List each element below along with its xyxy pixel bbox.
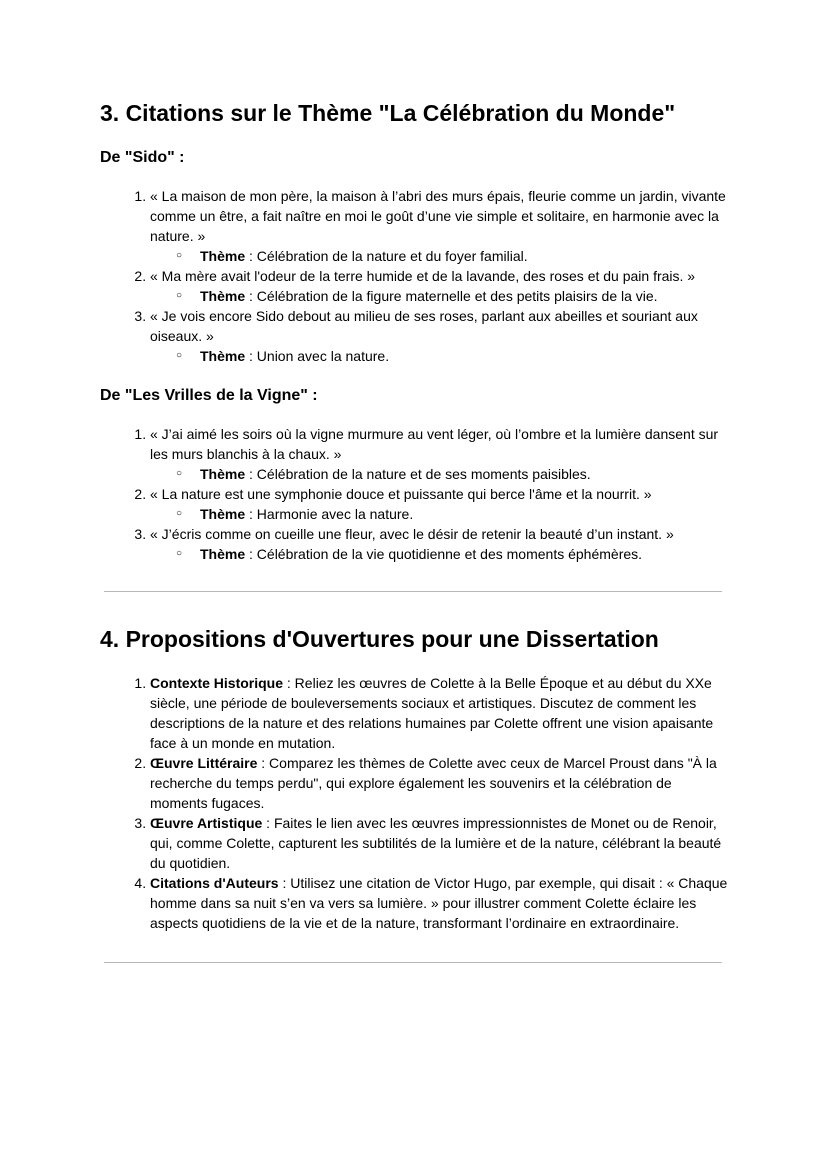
theme-text: : Harmonie avec la nature.: [245, 506, 414, 522]
quote-item: [150, 266, 730, 306]
theme-text: : Célébration de la nature et du foyer familial.: [245, 248, 528, 264]
quote-list-vrilles: [100, 424, 730, 564]
quote-item: [150, 524, 730, 564]
proposition-item: [150, 873, 730, 933]
proposition-item: [150, 753, 730, 813]
theme-text: : Célébration de la figure maternelle et des petits plaisirs de la vie.: [245, 288, 658, 304]
quote-item: [150, 186, 730, 266]
theme-text: : Célébration de la vie quotidienne et des moments éphémères.: [245, 546, 643, 562]
proposition-item: [150, 673, 730, 753]
theme-item: [200, 544, 730, 564]
theme-list: [150, 246, 730, 266]
quote-text: « La maison de mon père, la maison à l’abri des murs épais, fleurie comme un jardin, vivante comme un être, a fait naître en moi le goût d’une vie simple et solitaire, en harmonie avec la nature. »: [150, 188, 726, 244]
theme-list: [150, 464, 730, 484]
group-heading-sido: De "Sido" :: [100, 149, 185, 166]
section-4-title: 4. Propositions d'Ouvertures pour une Dissertation: [100, 626, 659, 652]
theme-label: Thème: [200, 466, 246, 482]
theme-item: [200, 246, 730, 266]
theme-item: [200, 346, 730, 366]
theme-list: [150, 504, 730, 524]
proposition-label: Œuvre Artistique: [150, 815, 263, 831]
section-divider: [104, 962, 722, 963]
theme-list: [150, 286, 730, 306]
theme-label: Thème: [200, 348, 246, 364]
theme-item: [200, 504, 730, 524]
theme-text: : Célébration de la nature et de ses moments paisibles.: [245, 466, 591, 482]
proposition-item: [150, 813, 730, 873]
quote-item: [150, 424, 730, 484]
proposition-text: : Faites le lien avec les œuvres impressionnistes de Monet ou de Renoir, qui, comme Colette, capturent les subtilités de la lumière et de la nature, célébrant la beauté du quotidien.: [150, 815, 722, 871]
proposition-label: Citations d'Auteurs: [150, 875, 279, 891]
theme-item: [200, 286, 730, 306]
theme-text: : Union avec la nature.: [245, 348, 390, 364]
proposition-list: [100, 673, 730, 933]
quote-text: « J’ai aimé les soirs où la vigne murmure au vent léger, où l’ombre et la lumière dansent sur les murs blanchis à la chaux. »: [150, 426, 719, 462]
theme-label: Thème: [200, 546, 246, 562]
proposition-text: : Reliez les œuvres de Colette à la Belle Époque et au début du XXe siècle, une période de bouleversements sociaux et artistiques. Discutez de comment les descriptions de la nature et des relations humaines par Colette offrent une vision apaisante face à un monde en mutation.: [150, 675, 714, 751]
theme-list: [150, 544, 730, 564]
quote-item: [150, 484, 730, 524]
theme-label: Thème: [200, 248, 246, 264]
section-3-title: 3. Citations sur le Thème "La Célébration du Monde": [100, 100, 676, 126]
document-page: [100, 98, 730, 963]
quote-text: « J’écris comme on cueille une fleur, avec le désir de retenir la beauté d’un instant. »: [150, 526, 674, 542]
quote-text: « La nature est une symphonie douce et puissante qui berce l'âme et la nourrit. »: [150, 486, 652, 502]
quote-text: « Je vois encore Sido debout au milieu de ses roses, parlant aux abeilles et souriant aux oiseaux. »: [150, 308, 698, 344]
theme-label: Thème: [200, 288, 246, 304]
proposition-text: : Utilisez une citation de Victor Hugo, par exemple, qui disait : « Chaque homme dans sa nuit s’en va vers sa lumière. » pour illustrer comment Colette éclaire les aspects quotidiens de la vie et de la nature, transformant l’ordinaire en extraordinaire.: [150, 875, 728, 931]
proposition-text: : Comparez les thèmes de Colette avec ceux de Marcel Proust dans "À la recherche du temps perdu", qui explore également les souvenirs et la célébration de moments fugaces.: [150, 755, 717, 811]
quote-text: « Ma mère avait l'odeur de la terre humide et de la lavande, des roses et du pain frais. »: [150, 268, 696, 284]
group-heading-vrilles: De "Les Vrilles de la Vigne" :: [100, 387, 318, 404]
theme-list: [150, 346, 730, 366]
proposition-label: Œuvre Littéraire: [150, 755, 258, 771]
theme-item: [200, 464, 730, 484]
quote-item: [150, 306, 730, 366]
theme-label: Thème: [200, 506, 246, 522]
quote-list-sido: [100, 186, 730, 366]
section-divider: [104, 591, 722, 592]
proposition-label: Contexte Historique: [150, 675, 284, 691]
